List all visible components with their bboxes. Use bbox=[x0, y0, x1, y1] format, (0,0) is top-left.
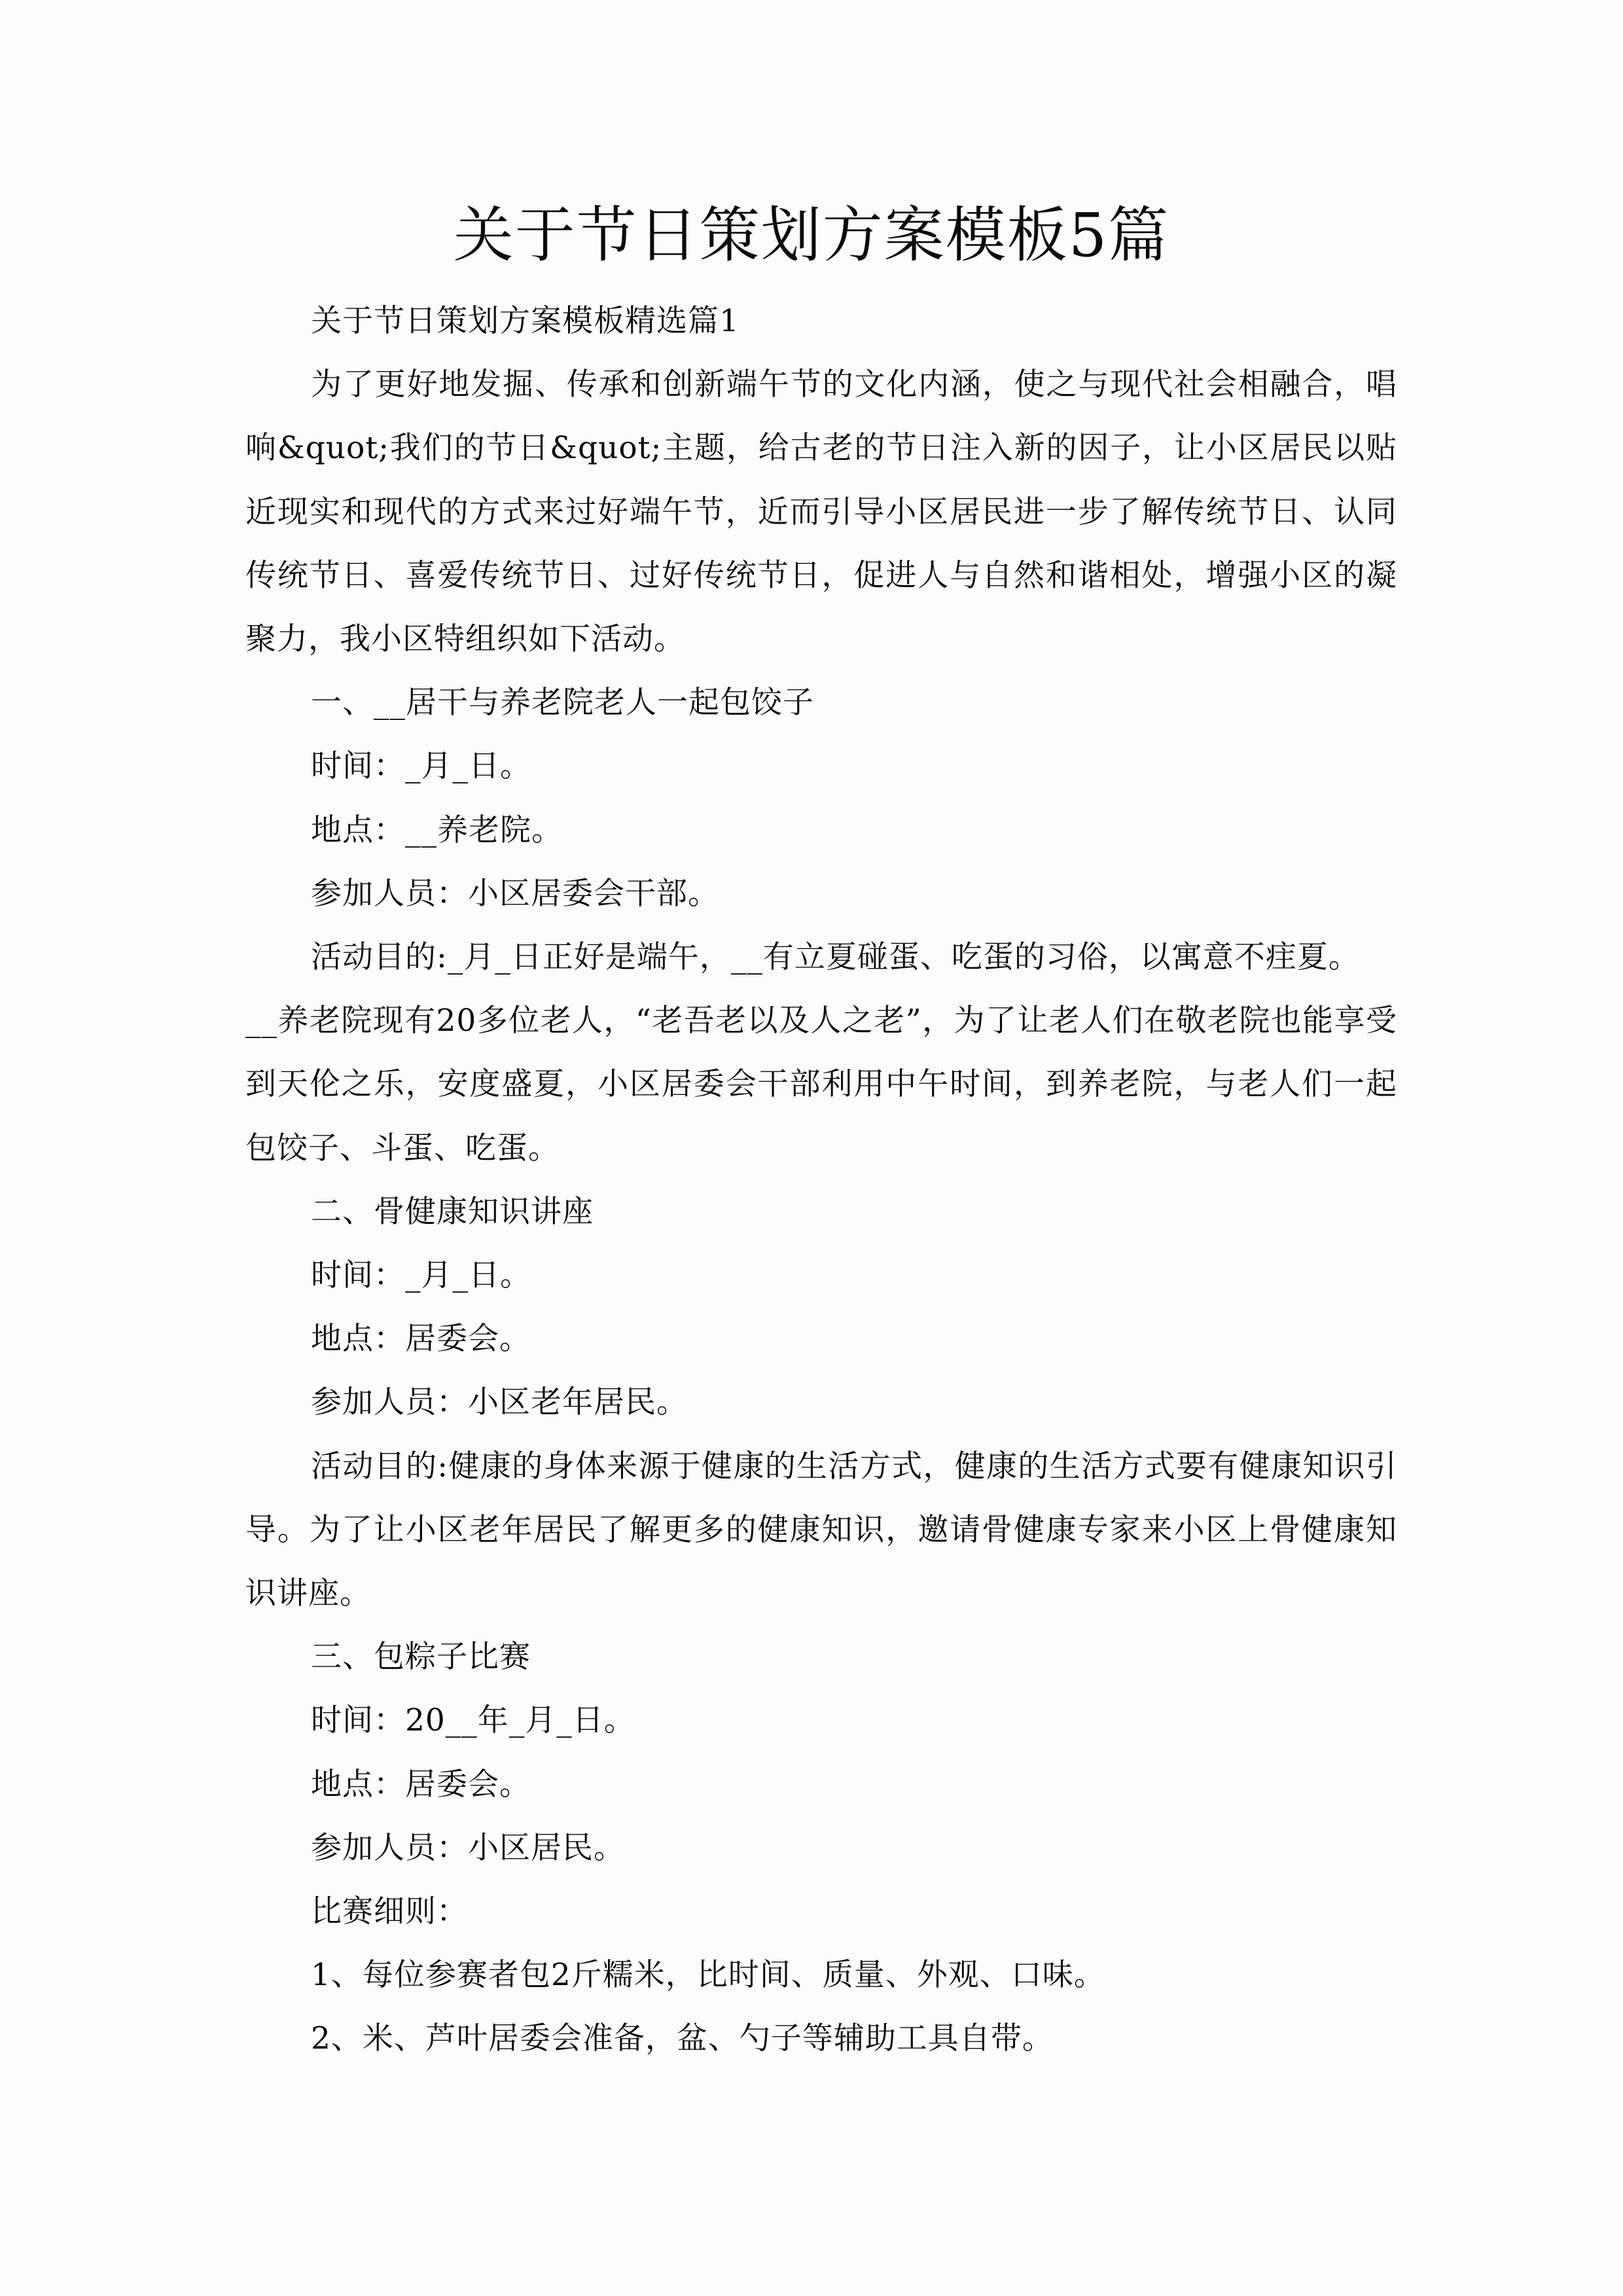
document-body bbox=[245, 289, 1397, 2071]
activity-3-rule-2: 2、米、芦叶居委会准备，盆、勺子等辅助工具自带。 bbox=[311, 2020, 1054, 2057]
activity-1-participants: 参加人员：小区居委会干部。 bbox=[311, 875, 719, 912]
activity-2-time: 时间：_月_日。 bbox=[311, 1257, 531, 1294]
activity-1-purpose-continued: __养老院现有20多位老人，“老吾老以及人之老”，为了让老人们在敬老院也能享受到天伦之乐，安度盛夏，小区居委会干部利用中午时间，到养老院，与老人们一起包饺子、斗蛋、吃蛋。 bbox=[245, 1003, 1397, 1166]
activity-2-purpose: 活动目的:健康的身体来源于健康的生活方式，健康的生活方式要有健康知识引导。为了让小区老年居民了解更多的健康知识，邀请骨健康专家来小区上骨健康知识讲座。 bbox=[245, 1448, 1397, 1612]
activity-1-time: 时间：_月_日。 bbox=[311, 748, 531, 785]
activity-3-heading: 三、包粽子比赛 bbox=[311, 1639, 531, 1676]
section-heading: 关于节日策划方案模板精选篇1 bbox=[311, 303, 740, 339]
activity-1-heading: 一、__居干与养老院老人一起包饺子 bbox=[311, 685, 814, 721]
activity-1-place: 地点：__养老院。 bbox=[311, 812, 563, 848]
activity-2-participants: 参加人员：小区老年居民。 bbox=[311, 1384, 688, 1421]
activity-3-rules-label: 比赛细则： bbox=[311, 1893, 468, 1930]
intro-paragraph: 为了更好地发掘、传承和创新端午节的文化内涵，使之与现代社会相融合，唱响&quot;我们的节日&quot;主题，给古老的节日注入新的因子，让小区居民以贴近现实和现代的方式来过好端午节，近而引导小区居民进一步了解传统节日、认同传统节日、喜爱传统节日、过好传统节日，促进人与自然和谐相处，增强小区的凝聚力，我小区特组织如下活动。 bbox=[245, 367, 1397, 658]
activity-2-heading: 二、骨健康知识讲座 bbox=[311, 1193, 594, 1230]
activity-3-time: 时间：20__年_月_日。 bbox=[311, 1702, 635, 1739]
activity-3-participants: 参加人员：小区居民。 bbox=[311, 1829, 625, 1866]
activity-2-place: 地点：居委会。 bbox=[311, 1321, 531, 1357]
activity-3-place: 地点：居委会。 bbox=[311, 1766, 531, 1803]
activity-3-rule-1: 1、每位参赛者包2斤糯米，比时间、质量、外观、口味。 bbox=[311, 1957, 1105, 1994]
activity-1-purpose: 活动目的:_月_日正好是端午，__有立夏碰蛋、吃蛋的习俗，以寓意不疰夏。 bbox=[311, 939, 1360, 976]
document-title: 关于节日策划方案模板5篇 bbox=[453, 200, 1170, 270]
